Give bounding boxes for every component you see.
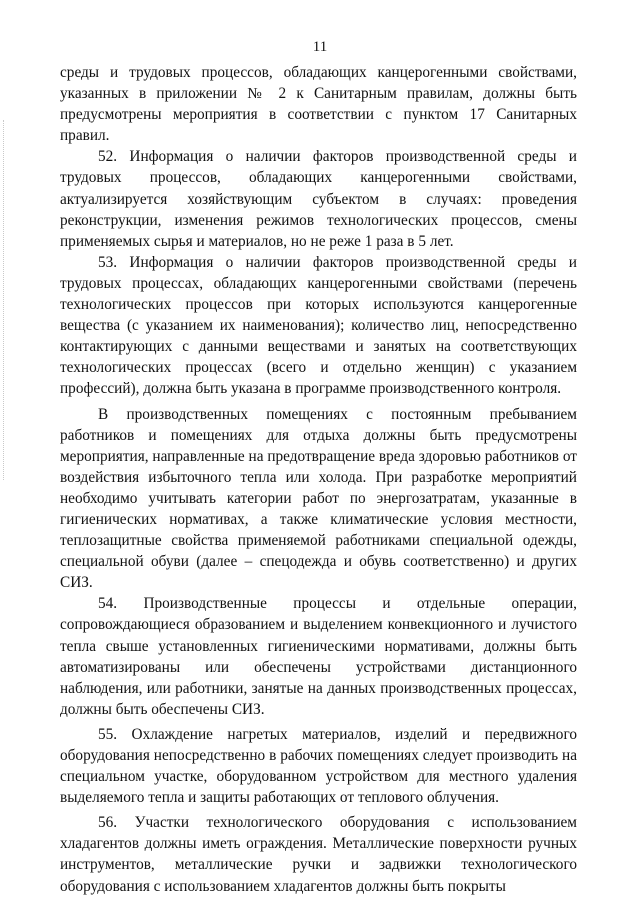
paragraph-54: 54. Производственные процессы и отдельные операции, сопровождающиеся образованием и выделением конвекционного и лучистого тепла свыше установленных гигиеническими нормативами, должны быть автоматизированы или обеспечены устройствами дистанционного наблюдения, или работники, занятые на данных производственных процессах, должны быть обеспечены СИЗ.	[60, 595, 577, 718]
paragraph-continuation: среды и трудовых процессов, обладающих канцерогенными свойствами, указанных в приложении № 2 к Санитарным правилам, должны быть предусмотрены мероприятия в соответствии с пунктом 17 Санитарных правил.	[60, 64, 577, 145]
paragraph-52: 52. Информация о наличии факторов производственной среды и трудовых процессов, обладающих канцерогенными свойствами, актуализируется хозяйствующим субъектом в случаях: проведения реконструкции, изменения режимов технологических процессов, смены применяемых сырья и материалов, но не реже 1 раза в 5 лет.	[60, 148, 577, 250]
page-number: 11	[312, 39, 328, 55]
paragraph-heat-cold: В производственных помещениях с постоянным пребыванием работников и помещениях для отдыха должны быть предусмотрены мероприятия, направленные на предотвращение вреда здоровью работников от воздействия избыточного тепла или холода. При разработке мероприятий необходимо учитывать категории работ по энергозатратам, указанные в гигиенических нормативах, а также климатические условия местности, теплозащитные свойства применяемой работниками специальной одежды, специальной обуви (далее – спецодежда и обувь соответственно) и других СИЗ.	[60, 405, 577, 592]
paragraph-56: 56. Участки технологического оборудования с использованием хладагентов должны иметь ограждения. Металлические поверхности ручных инструментов, металлические ручки и задвижки технологического оборудования с использованием хладагентов должны быть покрыты	[60, 814, 577, 895]
document-body	[60, 62, 577, 897]
paragraph-53: 53. Информация о наличии факторов производственной среды и трудовых процессах, обладающих канцерогенными свойствами (перечень технологических процессов при которых используются канцерогенные вещества (с указанием их наименования); количество лиц, непосредственно контактирующих с данными веществами и занятых на соответствующих технологических процессах (всего и отдельно женщин) с указанием профессий), должна быть указана в программе производственного контроля.	[60, 253, 577, 398]
scan-margin-mark	[3, 120, 7, 480]
paragraph-55: 55. Охлаждение нагретых материалов, изделий и передвижного оборудования непосредственно в рабочих помещениях следует производить на специальном участке, оборудованном устройством для местного удаления выделяемого тепла и защиты работающих от теплового облучения.	[60, 725, 577, 807]
